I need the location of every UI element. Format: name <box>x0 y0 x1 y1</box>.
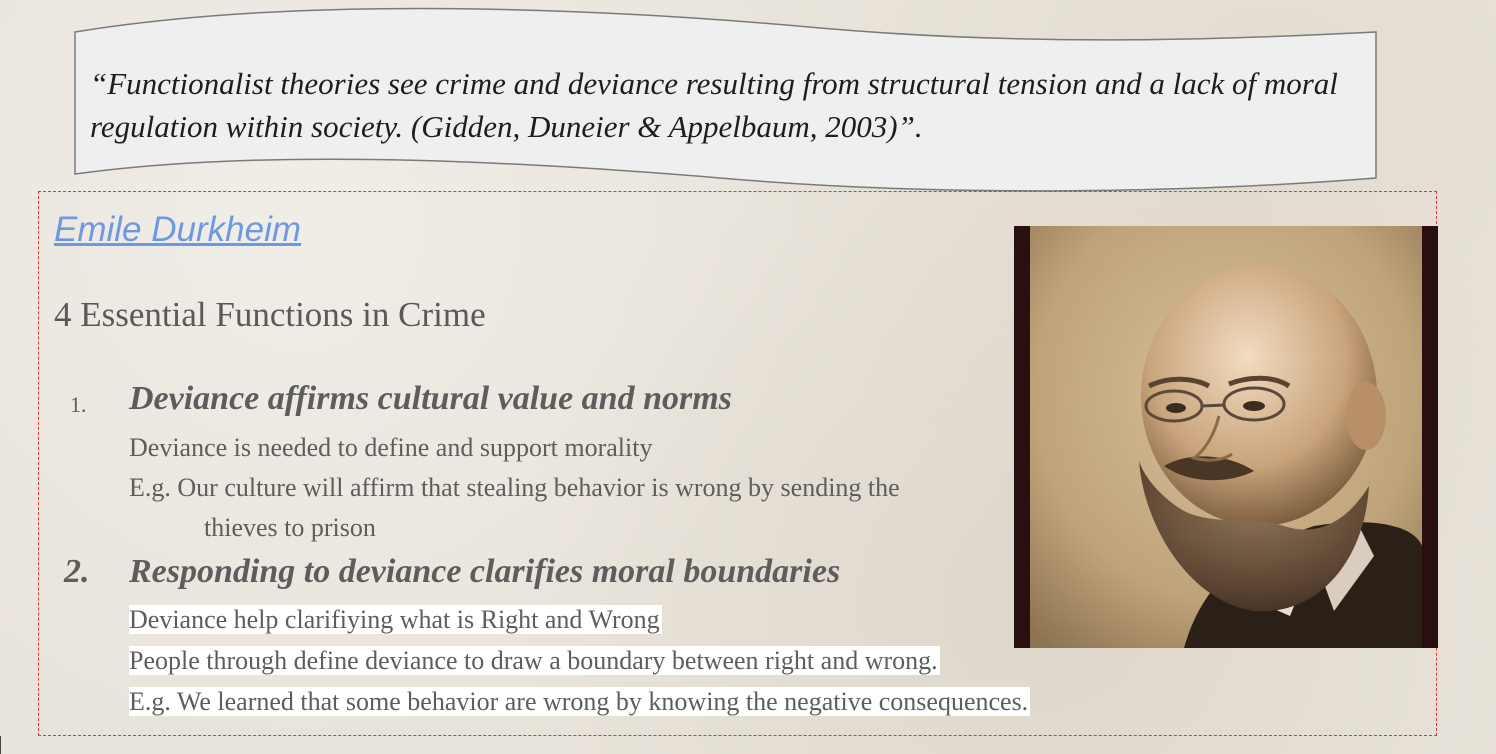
point-title-2: Responding to deviance clarifies moral boundaries <box>129 553 841 590</box>
point-1-line-2: E.g. Our culture will affirm that stealing behavior is wrong by sending the <box>129 473 900 502</box>
point-1-line-1: Deviance is needed to define and support morality <box>129 433 653 462</box>
point-2-line-2-text: People through define deviance to draw a boundary between right and wrong. <box>129 646 938 675</box>
point-number-1: 1. <box>70 392 87 417</box>
point-2-line-2 <box>129 644 940 678</box>
point-1-line-3: thieves to prison <box>204 513 376 542</box>
point-title-1: Deviance affirms cultural value and norms <box>129 380 732 417</box>
point-number-2: 2. <box>64 553 90 590</box>
quote-text: “Functionalist theories see crime and deviance resulting from structural tension and a lack of moral regulation within society. (Gidden, Duneier & Appelbaum, 2003)”. <box>90 66 1338 144</box>
text-cursor <box>0 736 1 754</box>
emile-durkheim-link[interactable]: Emile Durkheim <box>54 210 301 249</box>
point-2-line-3-text: E.g. We learned that some behavior are wrong by knowing the negative consequences. <box>129 687 1029 716</box>
section-subtitle: 4 Essential Functions in Crime <box>54 295 486 334</box>
durkheim-portrait-photo <box>1014 226 1438 648</box>
point-2-line-1-text: Deviance help clarifiying what is Right and Wrong <box>129 605 660 634</box>
point-2-line-1 <box>129 603 662 637</box>
point-2-line-3 <box>129 685 1030 719</box>
